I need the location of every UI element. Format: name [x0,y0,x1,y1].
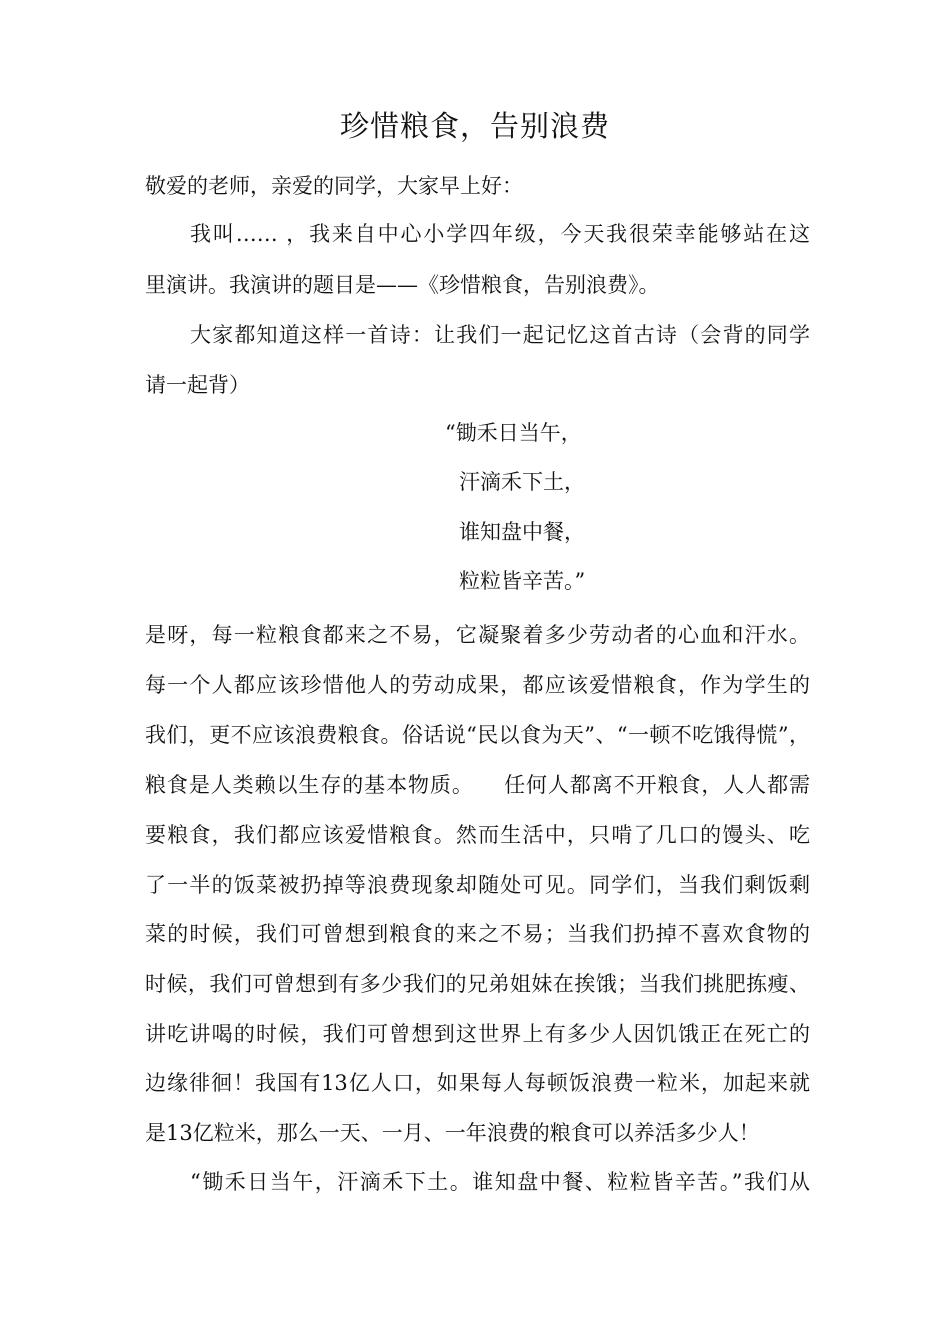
body-line-1: 是呀，每一粒粮食都来之不易，它凝聚着多少劳动者的心血和汗水。 [145,623,810,647]
body-line-10: 边缘徘徊！我国有13亿人口，如果每人每顿饭浪费一粒米，加起来就 [145,1071,810,1095]
poem-intro-line-1: 大家都知道这样一首诗：让我们一起记忆这首古诗（会背的同学 [190,323,810,347]
poem-line-2: 汗滴禾下土， [459,470,585,494]
intro-line-1: 我叫…… ，我来自中心小学四年级，今天我很荣幸能够站在这 [190,222,810,246]
body-line-2: 每一个人都应该珍惜他人的劳动成果，都应该爱惜粮食，作为学生的 [145,673,810,697]
body-line-4: 粮食是人类赖以生存的基本物质。 任何人都离不开粮食，人人都需 [145,773,810,797]
document-title: 珍惜粮食，告别浪费 [339,109,610,143]
body-line-6: 了一半的饭菜被扔掉等浪费现象却随处可见。同学们，当我们剩饭剩 [145,873,810,897]
body-line-7: 菜的时候，我们可曾想到粮食的来之不易；当我们扔掉不喜欢食物的 [145,922,810,946]
body-line-3: 我们，更不应该浪费粮食。俗话说“民以食为天”、“一顿不吃饿得慌”， [145,723,810,747]
poem-line-1: “锄禾日当午， [445,421,582,445]
body-line-5: 要粮食，我们都应该爱惜粮食。然而生活中，只啃了几口的馒头、吃 [145,823,810,847]
body-line-9: 讲吃讲喝的时候，我们可曾想到这世界上有多少人因饥饿正在死亡的 [145,1022,810,1046]
poem-intro-line-2: 请一起背） [145,373,250,397]
body-line-11: 是13亿粒米，那么一天、一月、一年浪费的粮食可以养活多少人！ [145,1121,760,1145]
poem-line-3: 谁知盘中餐， [459,520,585,544]
poem-line-4: 粒粒皆辛苦。” [459,569,586,593]
intro-line-2: 里演讲。我演讲的题目是——《珍惜粮食，告别浪费》。 [145,273,660,297]
body-line-8: 时候，我们可曾想到有多少我们的兄弟姐妹在挨饿；当我们挑肥拣瘦、 [145,972,810,996]
closing-line: “锄禾日当午，汗滴禾下土。谁知盘中餐、粒粒皆辛苦。”我们从 [190,1170,810,1194]
greeting: 敬爱的老师，亲爱的同学，大家早上好： [145,174,523,198]
